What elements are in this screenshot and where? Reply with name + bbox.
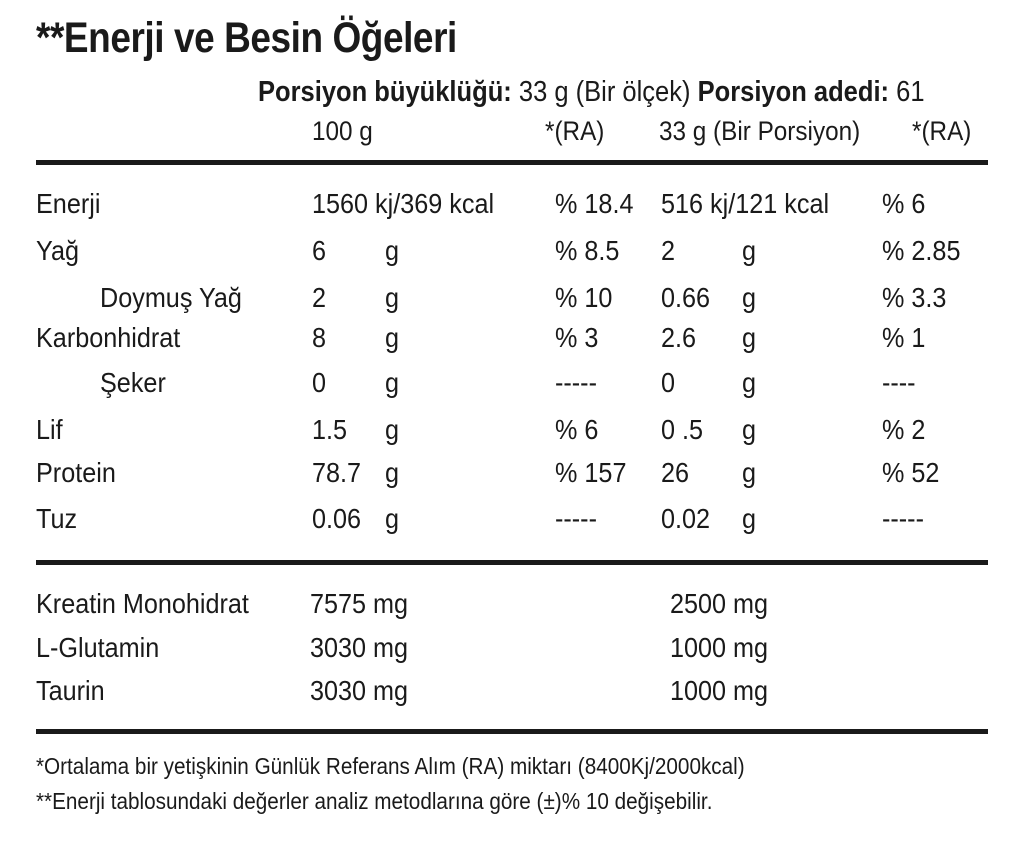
- nutrient-name: Lif: [36, 414, 63, 445]
- header-ra-100g: *(RA): [545, 116, 605, 146]
- rule-middle: [36, 560, 988, 565]
- supplement-value-100g: 3030 mg: [310, 675, 409, 706]
- value-100g: 0.06: [312, 503, 362, 534]
- ra-portion: % 52: [882, 457, 940, 488]
- unit-100g: g: [385, 457, 400, 488]
- supplement-name: L-Glutamin: [36, 632, 160, 663]
- value-portion: 516 kj/121 kcal: [661, 188, 830, 219]
- footnote-ra: *Ortalama bir yetişkinin Günlük Referans Alım (RA) miktarı (8400Kj/2000kcal): [36, 753, 745, 779]
- portion-count-value: 61: [896, 76, 925, 108]
- portion-size-label: Porsiyon büyüklüğü:: [258, 76, 512, 108]
- header-100g: 100 g: [312, 116, 373, 146]
- unit-100g: g: [385, 414, 400, 445]
- page-title: **Enerji ve Besin Öğeleri: [36, 14, 457, 62]
- value-100g: 6: [312, 235, 327, 266]
- ra-portion: -----: [882, 503, 924, 534]
- unit-portion: g: [742, 235, 757, 266]
- value-portion: 0.02: [661, 503, 711, 534]
- portion-info: [258, 76, 925, 109]
- supplement-value-portion: 1000 mg: [670, 675, 769, 706]
- unit-100g: g: [385, 367, 400, 398]
- supplement-value-100g: 3030 mg: [310, 632, 409, 663]
- nutrient-name: Karbonhidrat: [36, 322, 181, 353]
- value-100g: 2: [312, 282, 327, 313]
- nutrient-name: Enerji: [36, 188, 101, 219]
- ra-portion: % 2.85: [882, 235, 961, 266]
- ra-100g: % 8.5: [555, 235, 620, 266]
- supplement-name: Kreatin Monohidrat: [36, 588, 249, 619]
- value-100g: 8: [312, 322, 327, 353]
- nutrient-name: Doymuş Yağ: [100, 282, 242, 313]
- value-100g: 0: [312, 367, 327, 398]
- value-portion: 26: [661, 457, 690, 488]
- supplement-value-portion: 1000 mg: [670, 632, 769, 663]
- value-portion: 2.6: [661, 322, 697, 353]
- header-portion: 33 g (Bir Porsiyon): [659, 116, 861, 146]
- nutrient-name: Tuz: [36, 503, 78, 534]
- value-portion: 0 .5: [661, 414, 704, 445]
- header-ra-portion: *(RA): [912, 116, 972, 146]
- ra-100g: % 3: [555, 322, 599, 353]
- unit-portion: g: [742, 367, 757, 398]
- supplement-value-100g: 7575 mg: [310, 588, 409, 619]
- supplement-value-portion: 2500 mg: [670, 588, 769, 619]
- ra-100g: -----: [555, 367, 597, 398]
- ra-portion: ----: [882, 367, 916, 398]
- unit-portion: g: [742, 282, 757, 313]
- ra-100g: % 18.4: [555, 188, 634, 219]
- unit-portion: g: [742, 503, 757, 534]
- ra-portion: % 3.3: [882, 282, 947, 313]
- value-100g: 1.5: [312, 414, 348, 445]
- ra-100g: % 157: [555, 457, 627, 488]
- unit-100g: g: [385, 503, 400, 534]
- portion-count-label: Porsiyon adedi:: [697, 76, 890, 108]
- value-portion: 0: [661, 367, 676, 398]
- unit-100g: g: [385, 322, 400, 353]
- value-portion: 2: [661, 235, 676, 266]
- rule-bottom: [36, 729, 988, 734]
- ra-100g: % 10: [555, 282, 613, 313]
- unit-100g: g: [385, 235, 400, 266]
- ra-100g: % 6: [555, 414, 599, 445]
- unit-portion: g: [742, 414, 757, 445]
- value-100g: 1560 kj/369 kcal: [312, 188, 495, 219]
- rule-top: [36, 160, 988, 165]
- unit-portion: g: [742, 457, 757, 488]
- portion-size-value: 33 g (Bir ölçek): [518, 76, 691, 108]
- ra-100g: -----: [555, 503, 597, 534]
- unit-portion: g: [742, 322, 757, 353]
- nutrient-name: Yağ: [36, 235, 79, 266]
- value-100g: 78.7: [312, 457, 362, 488]
- footnote-energy: **Enerji tablosundaki değerler analiz metodlarına göre (±)% 10 değişebilir.: [36, 788, 713, 814]
- supplement-name: Taurin: [36, 675, 105, 706]
- ra-portion: % 2: [882, 414, 926, 445]
- ra-portion: % 6: [882, 188, 926, 219]
- nutrient-name: Şeker: [100, 367, 166, 398]
- nutrient-name: Protein: [36, 457, 116, 488]
- ra-portion: % 1: [882, 322, 926, 353]
- value-portion: 0.66: [661, 282, 711, 313]
- unit-100g: g: [385, 282, 400, 313]
